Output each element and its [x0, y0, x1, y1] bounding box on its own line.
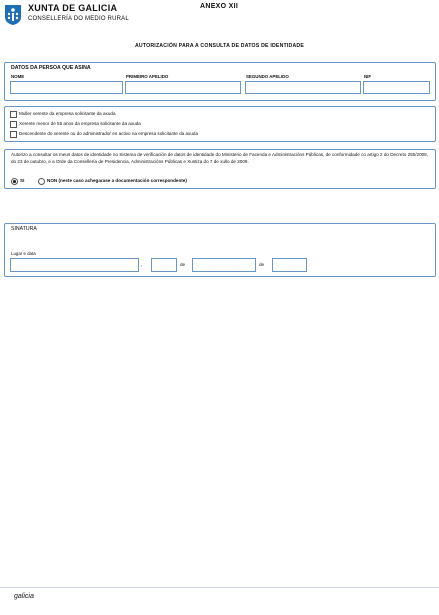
- galicia-logo: galicia: [14, 593, 34, 600]
- authorization-section: [4, 149, 436, 189]
- option-checkbox[interactable]: [10, 121, 17, 128]
- person-section-title: DATOS DA PERSOA QUE ASINA: [11, 65, 91, 71]
- option-label: Xerente menor de 55 anos da empresa solicitante da axuda: [19, 121, 141, 126]
- person-data-section: [4, 62, 436, 101]
- label-nif: NIF: [364, 74, 372, 79]
- de-separator-2: de: [259, 262, 265, 267]
- option-checkbox[interactable]: [10, 111, 17, 118]
- applicant-type-section: [4, 106, 436, 142]
- annex-label: ANEXO XII: [200, 3, 239, 10]
- label-primeiro-apelido: PRIMEIRO APELIDO: [126, 74, 169, 79]
- de-separator-1: de: [180, 262, 186, 267]
- authorization-no-label: NON (neste caso achegarase a documentación correspondente): [47, 178, 187, 183]
- page-title: AUTORIZACIÓN PARA A CONSULTA DE DATOS DE IDENTIDADE: [134, 43, 305, 49]
- label-segundo-apelido: SEGUNDO APELIDO: [246, 74, 289, 79]
- signature-section: [4, 223, 436, 277]
- authorization-yes-radio[interactable]: [11, 178, 18, 185]
- authorization-no-radio[interactable]: [38, 178, 45, 185]
- nome-field[interactable]: [10, 81, 123, 94]
- nif-field[interactable]: [363, 81, 430, 94]
- place-date-label: Lugar e data: [11, 251, 36, 256]
- footer-divider: [0, 587, 439, 588]
- signature-title: SINATURA: [11, 226, 37, 232]
- place-field[interactable]: [10, 258, 139, 272]
- comma-separator: ,: [141, 262, 143, 267]
- brand-department: CONSELLERÍA DO MEDIO RURAL: [28, 16, 129, 22]
- brand-name: XUNTA DE GALICIA: [28, 3, 118, 13]
- segundo-apelido-field[interactable]: [245, 81, 361, 94]
- option-label: Muller xerente da empresa solicitante da axuda: [19, 111, 116, 116]
- year-field[interactable]: [272, 258, 307, 272]
- option-label: Descendente do xerente ou do administrador en activo na empresa solicitante da axuda: [19, 131, 199, 136]
- authorization-yes-label: SI: [20, 178, 25, 183]
- month-field[interactable]: [192, 258, 256, 272]
- label-nome: NOME: [11, 74, 25, 79]
- option-checkbox[interactable]: [10, 131, 17, 138]
- xunta-logo-icon: [4, 4, 22, 26]
- day-field[interactable]: [151, 258, 177, 272]
- primeiro-apelido-field[interactable]: [125, 81, 241, 94]
- authorization-text: Autorizo a consultar os meus datos de identidade no Sistema de verificación de datos de identidade do Ministerio de Facenda e Administracións Públicas, de conformidade co artigo 2 do Decreto 255/2008, do 23 de outubro, e a Orde da Consellería de Presidencia, Administracións Públicas e Xustiza do 7 de xullo de 2009.: [11, 152, 429, 165]
